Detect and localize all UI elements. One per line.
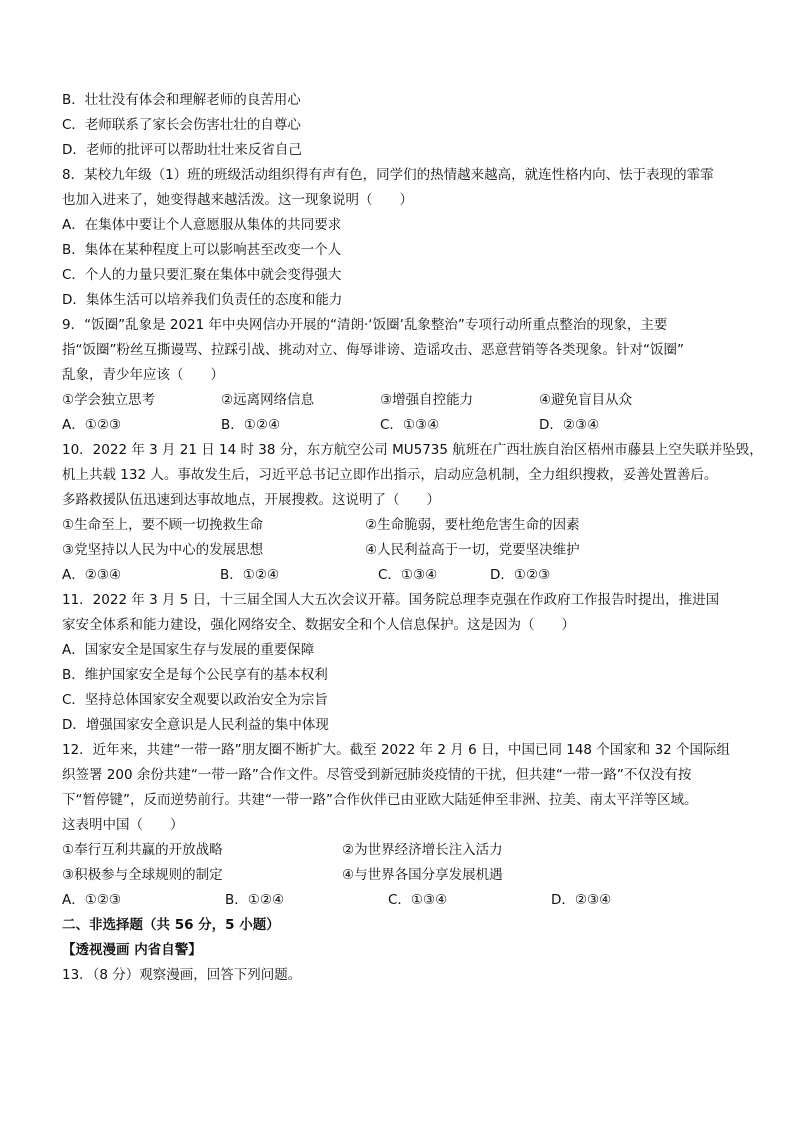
q10-option: D．①②③ [490, 567, 551, 583]
q9-items [62, 388, 752, 413]
q10-stem-line: 机上共载 132 人。事故发生后，习近平总书记立即作出指示，启动应急机制，全力组织搜救，妥善处置善后。 [62, 467, 718, 483]
q9-item: ①学会独立思考 [62, 392, 156, 408]
q10-items [62, 538, 752, 563]
q10-item: ④人民利益高于一切，党要坚决维护 [365, 542, 580, 558]
q9-stem-line: 9．“饭圈”乱象是 2021 年中央网信办开展的“清朗·‘饭圈’乱象整治”专项行动所重点整治的现象，主要 [62, 317, 668, 333]
q9-item: ④避免盲目从众 [539, 392, 633, 408]
q11-option-d: D．增强国家安全意识是人民利益的集中体现 [62, 717, 329, 733]
q9-item: ②远离网络信息 [221, 392, 315, 408]
q11-option-a: A．国家安全是国家生存与发展的重要保障 [62, 642, 315, 658]
q8-option-d: D．集体生活可以培养我们负责任的态度和能力 [62, 292, 343, 308]
q8-stem-line: 也加入进来了，她变得越来越活泼。这一现象说明（ ） [62, 192, 413, 208]
q13-stem: 13．（8 分）观察漫画，回答下列问题。 [62, 967, 302, 983]
q11-option-c: C．坚持总体国家安全观要以政治安全为宗旨 [62, 692, 328, 708]
q9-option: A．①②③ [62, 417, 122, 433]
q12-option: B．①②④ [225, 892, 285, 908]
q12-item: ④与世界各国分享发展机遇 [342, 867, 503, 883]
section-title: 二、非选择题（共 56 分，5 小题） [62, 917, 280, 933]
q12-item: ①奉行互利共赢的开放战略 [62, 842, 223, 858]
q12-stem-line: 织签署 200 余份共建“一带一路”合作文件。尽管受到新冠肺炎疫情的干扰，但共建“一带一路”不仅没有按 [62, 767, 692, 783]
q9-option: C．①③④ [380, 417, 440, 433]
q11-option-b: B．维护国家安全是每个公民享有的基本权利 [62, 667, 328, 683]
q12-options [62, 888, 752, 913]
q10-option: A．②③④ [62, 567, 122, 583]
q9-options [62, 413, 752, 438]
q10-item: ②生命脆弱，要杜绝危害生命的因素 [365, 517, 580, 533]
q11-stem-line: 家安全体系和能力建设，强化网络安全、数据安全和个人信息保护。这是因为（ ） [62, 617, 575, 633]
q10-items [62, 513, 752, 538]
q9-stem-line: 乱象，青少年应该（ ） [62, 367, 224, 383]
q9-option: B．①②④ [221, 417, 281, 433]
q12-option: C．①③④ [388, 892, 448, 908]
q7-option-c: C．老师联系了家长会伤害壮壮的自尊心 [62, 117, 301, 133]
q10-item: ③党坚持以人民为中心的发展思想 [62, 542, 264, 558]
q8-option-c: C．个人的力量只要汇聚在集体中就会变得强大 [62, 267, 342, 283]
exam-page [62, 88, 763, 988]
q12-item: ③积极参与全球规则的制定 [62, 867, 223, 883]
q12-stem-line: 下“暂停键”，反而逆势前行。共建“一带一路”合作伙伴已由亚欧大陆延伸至非洲、拉美、南太平洋等区域。 [62, 792, 698, 808]
q10-stem-line: 多路救援队伍迅速到达事故地点，开展搜救。这说明了（ ） [62, 492, 440, 508]
q8-option-b: B．集体在某种程度上可以影响甚至改变一个人 [62, 242, 342, 258]
q8-option-a: A．在集体中要让个人意愿服从集体的共同要求 [62, 217, 342, 233]
q9-option: D．②③④ [539, 417, 600, 433]
q12-option: D．②③④ [551, 892, 612, 908]
q12-stem-line: 12．近年来，共建“一带一路”朋友圈不断扩大。截至 2022 年 2 月 6 日，中国已同 148 个国家和 32 个国际组 [62, 742, 731, 758]
q10-options [62, 563, 752, 588]
q12-item: ②为世界经济增长注入活力 [342, 842, 503, 858]
section-subtitle: 【透视漫画 内省自警】 [62, 942, 202, 958]
q10-option: B．①②④ [220, 567, 280, 583]
q10-option: C．①③④ [378, 567, 438, 583]
q8-stem-line: 8．某校九年级（1）班的班级活动组织得有声有色，同学们的热情越来越高，就连性格内向、怯于表现的霏霏 [62, 167, 714, 183]
q10-item: ①生命至上，要不顾一切挽救生命 [62, 517, 264, 533]
q7-option-d: D．老师的批评可以帮助壮壮来反省自己 [62, 142, 302, 158]
q9-item: ③增强自控能力 [380, 392, 474, 408]
q12-items [62, 863, 752, 888]
q11-stem-line: 11．2022 年 3 月 5 日，十三届全国人大五次会议开幕。国务院总理李克强在作政府工作报告时提出，推进国 [62, 592, 720, 608]
q7-option-b: B．壮壮没有体会和理解老师的良苦用心 [62, 92, 301, 108]
q12-stem-line: 这表明中国（ ） [62, 817, 184, 833]
q12-items [62, 838, 752, 863]
q12-option: A．①②③ [62, 892, 122, 908]
q9-stem-line: 指“饭圈”粉丝互撕谩骂、拉踩引战、挑动对立、侮辱诽谤、造谣攻击、恶意营销等各类现象。针对“饭圈” [62, 342, 684, 358]
q10-stem-line: 10．2022 年 3 月 21 日 14 时 38 分，东方航空公司 MU5735 航班在广西壮族自治区梧州市藤县上空失联并坠毁， [62, 442, 763, 458]
